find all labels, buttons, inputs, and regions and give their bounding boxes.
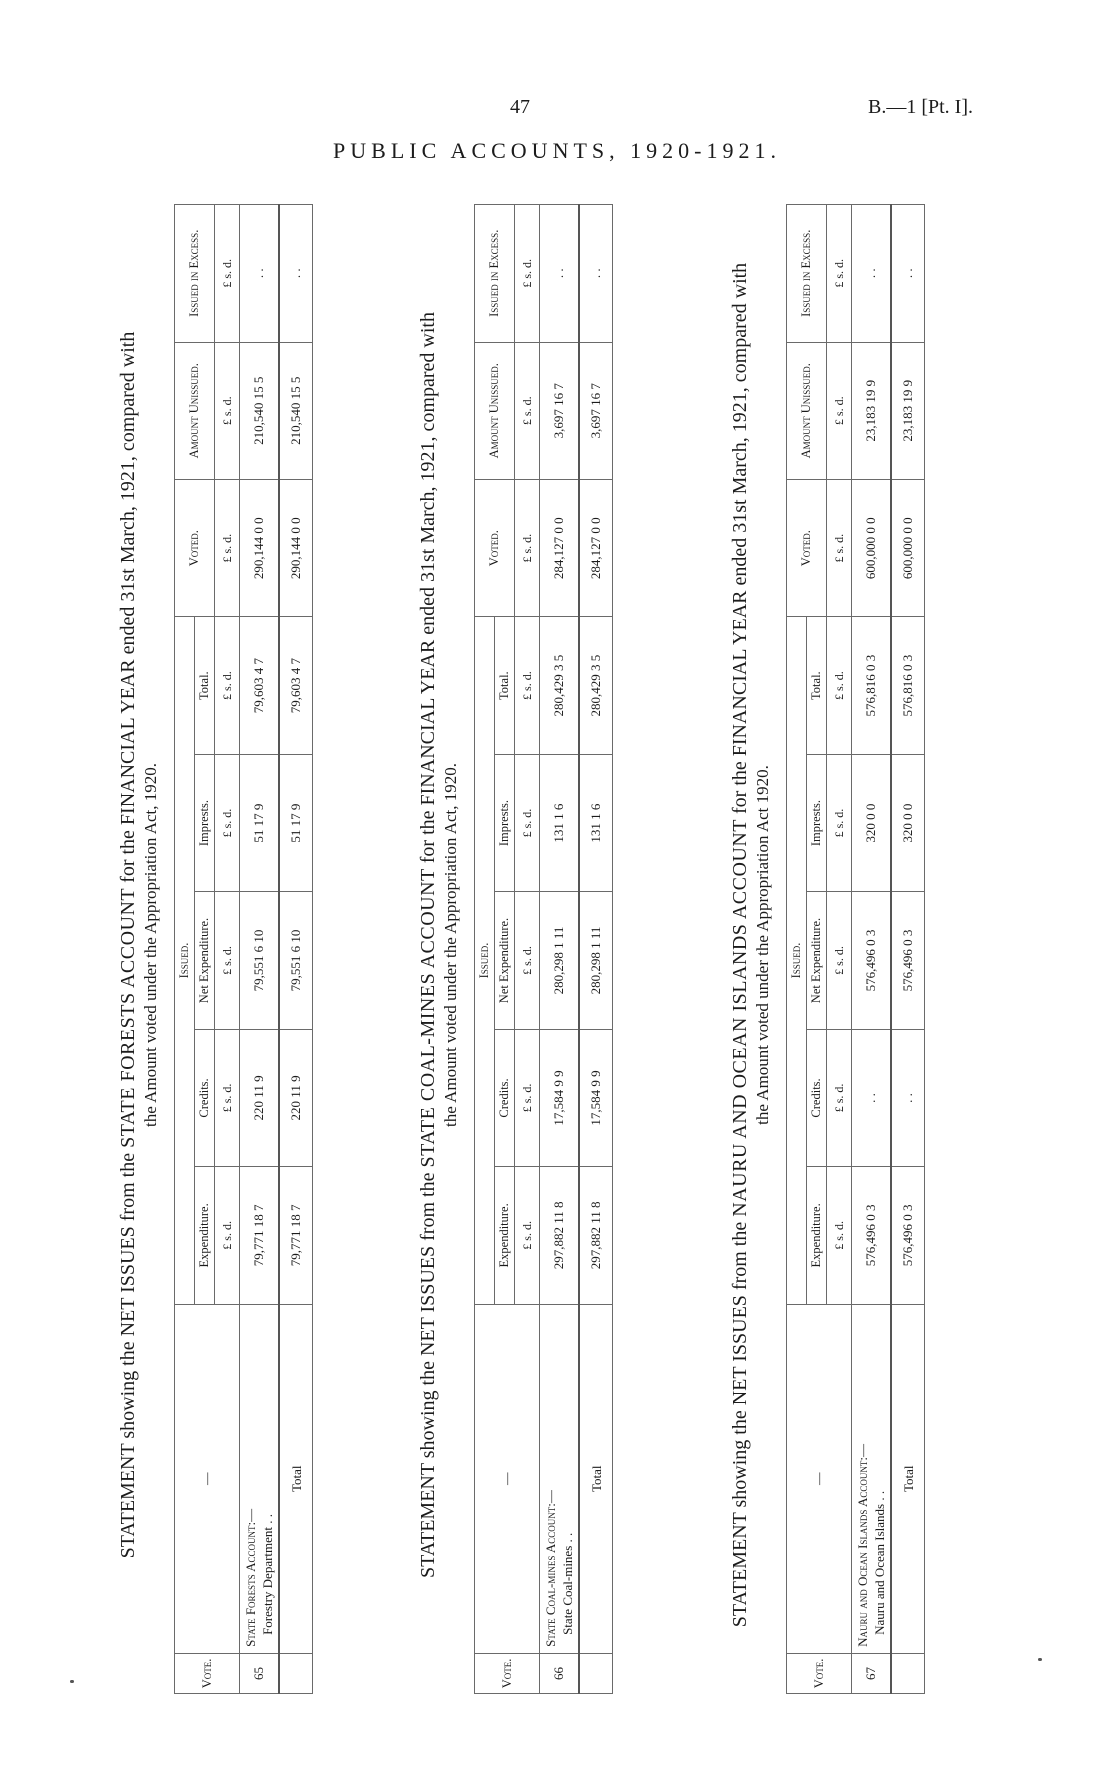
- units-label: £ s. d.: [827, 617, 852, 754]
- expenditure-header: Expenditure.: [807, 1167, 827, 1304]
- total-value: 576,816 0 3: [852, 617, 892, 754]
- units-label: £ s. d.: [215, 1029, 240, 1166]
- statement-subtitle: the Amount voted under the Appropriation Act 1920.: [753, 765, 772, 1125]
- units-label: £ s. d.: [827, 1029, 852, 1166]
- units-label: £ s. d.: [827, 205, 852, 343]
- voted-value: 284,127 0 0: [540, 479, 580, 616]
- issued-header: Issued.: [787, 617, 807, 1304]
- item-label: State Coal-mines . .: [560, 1532, 575, 1635]
- voted-header: Voted.: [175, 479, 215, 616]
- description-header: —: [787, 1304, 852, 1653]
- units-label: £ s. d.: [515, 342, 540, 479]
- net-expenditure-header: Net Expenditure.: [495, 892, 515, 1029]
- total-net-expenditure-value: 79,551 6 10: [279, 892, 313, 1029]
- statement-title-prefix: STATEMENT showing the NET ISSUES from the: [117, 1152, 139, 1559]
- total-expenditure-value: 79,771 18 7: [279, 1167, 313, 1304]
- statement-account-name: STATE FORESTS ACCOUNT: [117, 887, 139, 1148]
- statement-title-prefix: STATEMENT showing the NET ISSUES from the: [417, 1172, 439, 1578]
- statement-table: [474, 204, 613, 1694]
- credits-header: Credits.: [495, 1029, 515, 1166]
- units-label: £ s. d.: [515, 892, 540, 1029]
- statement-block-3: [728, 190, 1028, 1700]
- total-net-expenditure-value: 280,298 1 11: [579, 892, 613, 1029]
- statement-subtitle: the Amount voted under the Appropriation Act, 1920.: [141, 762, 160, 1128]
- net-expenditure-value: 79,551 6 10: [240, 892, 280, 1029]
- account-label: State Coal-mines Account:—: [543, 1490, 558, 1647]
- expenditure-value: 297,882 11 8: [540, 1167, 580, 1304]
- total-expenditure-value: 576,496 0 3: [891, 1167, 925, 1304]
- vote-number: 66: [540, 1653, 580, 1693]
- total-total-value: 79,603 4 7: [279, 617, 313, 754]
- voted-header: Voted.: [787, 479, 827, 616]
- account-label: Nauru and Ocean Islands Account:—: [855, 1444, 870, 1647]
- total-credits-value: . .: [891, 1029, 925, 1166]
- vote-header: Vote.: [475, 1653, 540, 1693]
- amount-unissued-header: Amount Unissued.: [787, 342, 827, 479]
- imprests-value: 320 0 0: [852, 754, 892, 891]
- item-label: Forestry Department . .: [260, 1513, 275, 1635]
- table-row: [240, 205, 280, 1694]
- total-row: [891, 205, 925, 1694]
- vote-number: 67: [852, 1653, 892, 1693]
- vote-blank: [891, 1653, 925, 1693]
- total-unissued-value: 3,697 16 7: [579, 342, 613, 479]
- running-title: PUBLIC ACCOUNTS, 1920-1921.: [333, 138, 781, 163]
- unissued-value: 3,697 16 7: [540, 342, 580, 479]
- description-header: —: [175, 1304, 240, 1653]
- amount-unissued-header: Amount Unissued.: [475, 342, 515, 479]
- units-label: £ s. d.: [515, 617, 540, 754]
- credits-value: 220 11 9: [240, 1029, 280, 1166]
- voted-value: 290,144 0 0: [240, 479, 280, 616]
- credits-header: Credits.: [807, 1029, 827, 1166]
- unissued-value: 23,183 19 9: [852, 342, 892, 479]
- units-label: £ s. d.: [215, 892, 240, 1029]
- total-header: Total.: [195, 617, 215, 754]
- total-imprests-value: 51 17 9: [279, 754, 313, 891]
- statement-subtitle: the Amount voted under the Appropriation Act, 1920.: [441, 762, 460, 1128]
- item-label: Nauru and Ocean Islands . .: [872, 1490, 887, 1635]
- total-unissued-value: 210,540 15 5: [279, 342, 313, 479]
- account-label: State Forests Account:—: [243, 1508, 258, 1647]
- total-imprests-value: 320 0 0: [891, 754, 925, 891]
- table-row: [540, 205, 580, 1694]
- print-speck: [1038, 1658, 1042, 1661]
- units-label: £ s. d.: [215, 617, 240, 754]
- units-label: £ s. d.: [827, 892, 852, 1029]
- net-expenditure-value: 576,496 0 3: [852, 892, 892, 1029]
- units-label: £ s. d.: [215, 1167, 240, 1304]
- total-row-label: Total: [579, 1304, 613, 1653]
- credits-header: Credits.: [195, 1029, 215, 1166]
- net-expenditure-header: Net Expenditure.: [195, 892, 215, 1029]
- account-description: [852, 1304, 892, 1653]
- total-header: Total.: [495, 617, 515, 754]
- unissued-value: 210,540 15 5: [240, 342, 280, 479]
- net-expenditure-header: Net Expenditure.: [807, 892, 827, 1029]
- total-value: 79,603 4 7: [240, 617, 280, 754]
- total-row-label: Total: [279, 1304, 313, 1653]
- expenditure-value: 79,771 18 7: [240, 1167, 280, 1304]
- total-voted-value: 600,000 0 0: [891, 479, 925, 616]
- issued-in-excess-header: Issued in Excess.: [175, 205, 215, 343]
- imprests-value: 131 1 6: [540, 754, 580, 891]
- amount-unissued-header: Amount Unissued.: [175, 342, 215, 479]
- document-reference: B.—1 [Pt. I].: [868, 96, 973, 118]
- account-description: [240, 1304, 280, 1653]
- units-label: £ s. d.: [215, 205, 240, 343]
- total-voted-value: 290,144 0 0: [279, 479, 313, 616]
- units-label: £ s. d.: [515, 1029, 540, 1166]
- statement-block-2: [416, 190, 716, 1700]
- statement-title: [728, 190, 752, 1700]
- vote-header: Vote.: [787, 1653, 852, 1693]
- units-label: £ s. d.: [515, 1167, 540, 1304]
- total-excess-value: . .: [279, 205, 313, 343]
- statement-account-name: NAURU AND OCEAN ISLANDS ACCOUNT: [729, 819, 751, 1217]
- page-header: [0, 0, 1114, 170]
- excess-value: . .: [540, 205, 580, 343]
- excess-value: . .: [240, 205, 280, 343]
- units-label: £ s. d.: [215, 754, 240, 891]
- total-expenditure-value: 297,882 11 8: [579, 1167, 613, 1304]
- issued-header: Issued.: [175, 617, 195, 1304]
- issued-in-excess-header: Issued in Excess.: [475, 205, 515, 343]
- total-credits-value: 17,584 9 9: [579, 1029, 613, 1166]
- statement-block-1: [116, 190, 416, 1700]
- table-row: [852, 205, 892, 1694]
- units-label: £ s. d.: [827, 1167, 852, 1304]
- total-voted-value: 284,127 0 0: [579, 479, 613, 616]
- units-label: £ s. d.: [515, 479, 540, 616]
- statement-account-name: STATE COAL-MINES ACCOUNT: [417, 868, 439, 1168]
- expenditure-header: Expenditure.: [195, 1167, 215, 1304]
- units-label: £ s. d.: [827, 754, 852, 891]
- vote-blank: [579, 1653, 613, 1693]
- total-credits-value: 220 11 9: [279, 1029, 313, 1166]
- print-speck: [70, 1680, 74, 1683]
- total-value: 280,429 3 5: [540, 617, 580, 754]
- total-net-expenditure-value: 576,496 0 3: [891, 892, 925, 1029]
- imprests-header: Imprests.: [495, 754, 515, 891]
- statement-title-suffix: for the FINANCIAL YEAR ended 31st March, 1921, compared with: [417, 312, 439, 864]
- excess-value: . .: [852, 205, 892, 343]
- statement-table: [786, 204, 925, 1694]
- vote-blank: [279, 1653, 313, 1693]
- issued-header: Issued.: [475, 617, 495, 1304]
- statement-title-prefix: STATEMENT showing the NET ISSUES from the: [729, 1221, 751, 1628]
- vote-number: 65: [240, 1653, 280, 1693]
- imprests-header: Imprests.: [807, 754, 827, 891]
- statement-title-suffix: for the FINANCIAL YEAR ended 31st March, 1921, compared with: [729, 262, 751, 814]
- account-description: [540, 1304, 580, 1653]
- vote-header: Vote.: [175, 1653, 240, 1693]
- description-header: —: [475, 1304, 540, 1653]
- imprests-header: Imprests.: [195, 754, 215, 891]
- units-label: £ s. d.: [827, 342, 852, 479]
- total-excess-value: . .: [579, 205, 613, 343]
- total-row-label: Total: [891, 1304, 925, 1653]
- total-imprests-value: 131 1 6: [579, 754, 613, 891]
- units-label: £ s. d.: [515, 754, 540, 891]
- issued-in-excess-header: Issued in Excess.: [787, 205, 827, 343]
- voted-header: Voted.: [475, 479, 515, 616]
- units-label: £ s. d.: [215, 342, 240, 479]
- total-total-value: 576,816 0 3: [891, 617, 925, 754]
- expenditure-value: 576,496 0 3: [852, 1167, 892, 1304]
- credits-value: 17,584 9 9: [540, 1029, 580, 1166]
- total-row: [279, 205, 313, 1694]
- units-label: £ s. d.: [827, 479, 852, 616]
- expenditure-header: Expenditure.: [495, 1167, 515, 1304]
- statement-title: [116, 190, 140, 1700]
- voted-value: 600,000 0 0: [852, 479, 892, 616]
- net-expenditure-value: 280,298 1 11: [540, 892, 580, 1029]
- total-header: Total.: [807, 617, 827, 754]
- credits-value: . .: [852, 1029, 892, 1166]
- statement-title: [416, 190, 440, 1700]
- statement-table: [174, 204, 313, 1694]
- units-label: £ s. d.: [215, 479, 240, 616]
- total-row: [579, 205, 613, 1694]
- imprests-value: 51 17 9: [240, 754, 280, 891]
- total-excess-value: . .: [891, 205, 925, 343]
- total-unissued-value: 23,183 19 9: [891, 342, 925, 479]
- total-total-value: 280,429 3 5: [579, 617, 613, 754]
- statement-title-suffix: for the FINANCIAL YEAR ended 31st March, 1921, compared with: [117, 331, 139, 883]
- page-number: 47: [510, 96, 530, 118]
- units-label: £ s. d.: [515, 205, 540, 343]
